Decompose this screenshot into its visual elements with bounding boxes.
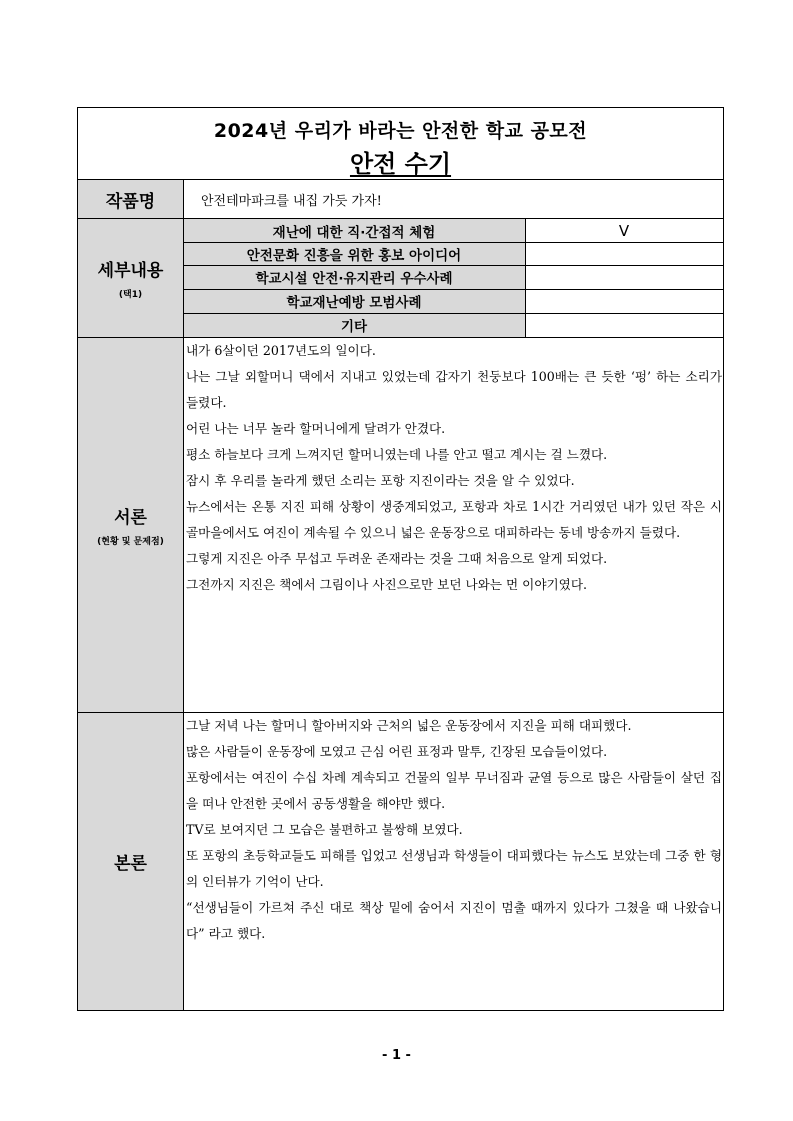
divider bbox=[525, 219, 526, 337]
work-title-value: 안전테마파크를 내집 가듯 가자! bbox=[201, 193, 382, 209]
divider bbox=[183, 289, 723, 290]
title-block bbox=[78, 108, 723, 180]
details-sublabel: (택1) bbox=[118, 290, 143, 300]
work-title-label-cell bbox=[78, 180, 183, 218]
intro-label-cell bbox=[78, 338, 183, 712]
detail-option-check[interactable] bbox=[525, 265, 723, 289]
divider bbox=[183, 265, 723, 266]
details-label-cell bbox=[78, 219, 183, 337]
paragraph: TV로 보여지던 그 모습은 불편하고 불쌍해 보였다. bbox=[186, 822, 463, 837]
contest-title: 2024년 우리가 바라는 안전한 학교 공모전 bbox=[213, 120, 588, 142]
paragraph: 내가 6살이던 2017년도의 일이다. bbox=[186, 343, 376, 358]
paragraph: 어린 나는 너무 놀라 할머니에게 달려가 안겼다. bbox=[186, 421, 446, 436]
paragraph: 나는 그날 외할머니 댁에서 지내고 있었는데 갑자기 천둥보다 100배는 큰 듯한 ‘펑’ 하는 소리가 들렸다. bbox=[186, 369, 722, 410]
form-table bbox=[77, 107, 724, 1011]
detail-option-check[interactable] bbox=[525, 313, 723, 337]
detail-option-name: 학교재난예방 모범사례 bbox=[183, 289, 525, 313]
intro-sublabel: (현황 및 문제점) bbox=[97, 537, 164, 547]
body-label: 본론 bbox=[114, 854, 147, 874]
paragraph: 또 포항의 초등학교들도 피해를 입었고 선생님과 학생들이 대피했다는 뉴스도 보았는데 그중 한 형의 인터뷰가 기억이 난다. bbox=[186, 848, 722, 889]
divider bbox=[183, 180, 184, 1010]
detail-option-name: 재난에 대한 직·간접적 체험 bbox=[183, 219, 525, 242]
paragraph: 평소 하늘보다 크게 느껴지던 할머니였는데 나를 안고 떨고 계시는 걸 느꼈다. bbox=[186, 447, 608, 462]
paragraph: 그전까지 지진은 책에서 그림이나 사진으로만 보던 나와는 먼 이야기였다. bbox=[186, 577, 587, 592]
divider bbox=[183, 242, 723, 243]
detail-option-name: 기타 bbox=[183, 313, 525, 337]
paragraph: 포항에서는 여진이 수십 차례 계속되고 건물의 일부 무너짐과 균열 등으로 많은 사람들이 살던 집을 떠나 안전한 곳에서 공동생활을 해야만 했다. bbox=[186, 770, 722, 811]
paragraph: 많은 사람들이 운동장에 모였고 근심 어린 표정과 말투, 긴장된 모습들이었다. bbox=[186, 744, 608, 759]
work-title-label: 작품명 bbox=[105, 191, 156, 212]
detail-option-check[interactable] bbox=[525, 289, 723, 313]
divider bbox=[183, 313, 723, 314]
page-number: - 1 - bbox=[382, 1048, 411, 1063]
document-type-title: 안전 수기 bbox=[349, 150, 452, 178]
document-page bbox=[77, 107, 724, 1011]
detail-option-name: 안전문화 진흥을 위한 홍보 아이디어 bbox=[183, 242, 525, 265]
paragraph: “선생님들이 가르쳐 주신 대로 책상 밑에 숨어서 지진이 멈출 때까지 있다가 그쳤을 때 나왔습니다” 라고 했다. bbox=[186, 900, 722, 941]
paragraph: 그렇게 지진은 아주 무섭고 두려운 존재라는 것을 그때 처음으로 알게 되었다. bbox=[186, 551, 608, 566]
paragraph: 뉴스에서는 온통 지진 피해 상황이 생중계되었고, 포항과 차로 1시간 거리였던 내가 있던 작은 시골마을에서도 여진이 계속될 수 있으니 넓은 운동장으로 대피하라는 동네 방송까지 들렸다. bbox=[186, 499, 722, 540]
body-text bbox=[185, 713, 723, 1010]
detail-option-check[interactable]: V bbox=[618, 221, 630, 240]
paragraph: 잠시 후 우리를 놀라게 했던 소리는 포항 지진이라는 것을 알 수 있었다. bbox=[186, 473, 575, 488]
intro-label: 서론 bbox=[114, 508, 147, 528]
intro-text bbox=[185, 338, 723, 712]
detail-option-check[interactable] bbox=[525, 242, 723, 265]
paragraph: 그날 저녁 나는 할머니 할아버지와 근처의 넓은 운동장에서 지진을 피해 대피했다. bbox=[186, 718, 632, 733]
body-label-cell bbox=[78, 713, 183, 1010]
details-label: 세부내용 bbox=[97, 261, 164, 281]
detail-option-name: 학교시설 안전·유지관리 우수사례 bbox=[183, 265, 525, 289]
